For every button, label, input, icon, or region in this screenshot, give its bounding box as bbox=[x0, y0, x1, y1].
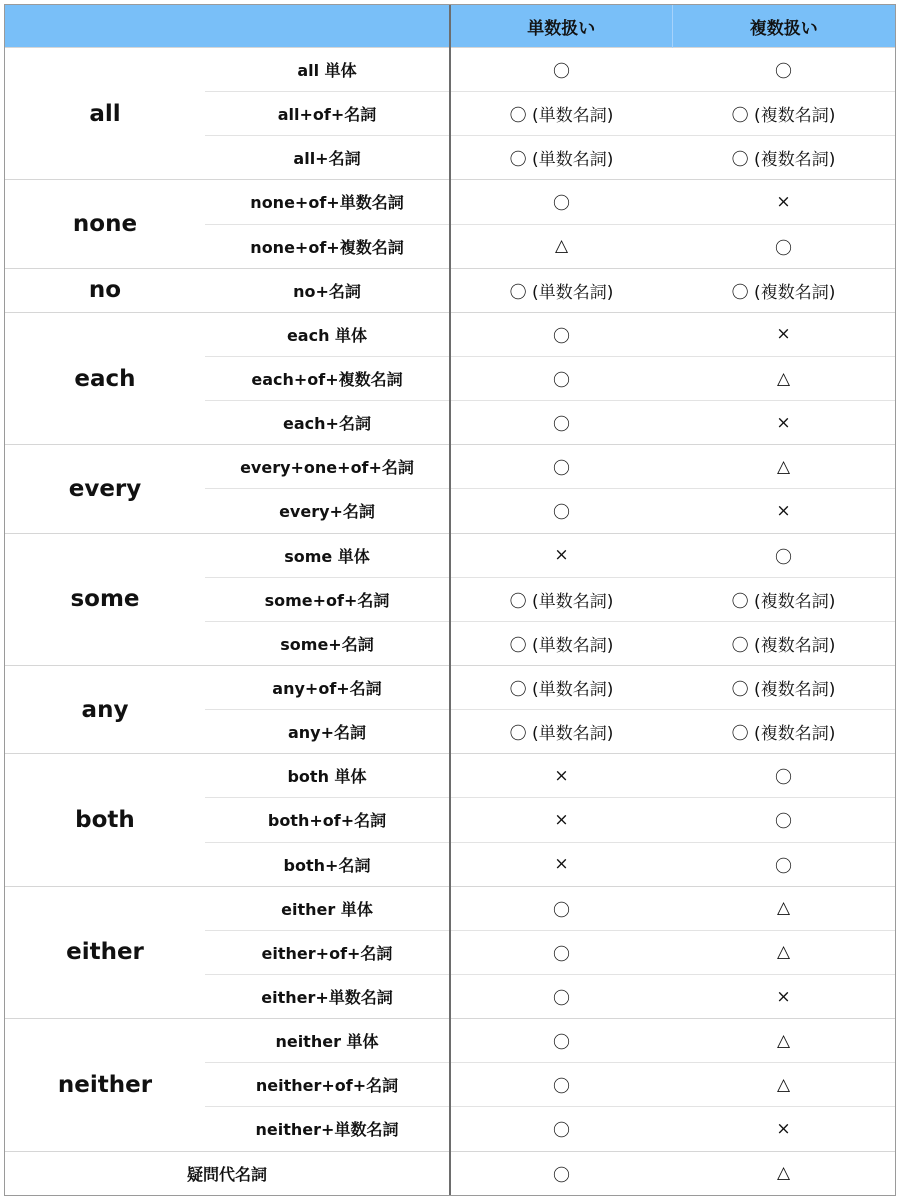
singular-usage-cell: 〇 bbox=[450, 974, 672, 1018]
usage-form: all+名詞 bbox=[205, 136, 450, 180]
plural-usage-cell: × bbox=[672, 1107, 895, 1151]
plural-usage-cell: △ bbox=[672, 1063, 895, 1107]
plural-usage-cell: 〇 (複数名詞) bbox=[672, 665, 895, 709]
usage-form: neither 単体 bbox=[205, 1019, 450, 1063]
usage-table-frame bbox=[4, 4, 896, 1196]
quantifier-word: every bbox=[5, 445, 205, 533]
singular-usage-cell: 〇 (単数名詞) bbox=[450, 136, 672, 180]
usage-form: any+名詞 bbox=[205, 710, 450, 754]
quantifier-word: no bbox=[5, 268, 205, 312]
plural-usage-cell: × bbox=[672, 401, 895, 445]
plural-usage-cell: × bbox=[672, 974, 895, 1018]
singular-usage-cell: 〇 bbox=[450, 401, 672, 445]
plural-usage-cell: △ bbox=[672, 445, 895, 489]
table-header bbox=[5, 5, 895, 48]
plural-usage-cell: 〇 bbox=[672, 224, 895, 268]
usage-form: each+of+複数名詞 bbox=[205, 356, 450, 400]
singular-usage-cell: 〇 bbox=[450, 1151, 672, 1195]
singular-usage-cell: 〇 bbox=[450, 48, 672, 92]
table-row bbox=[5, 312, 895, 356]
quantifier-word: both bbox=[5, 754, 205, 886]
header-blank-cell bbox=[5, 5, 450, 48]
plural-usage-cell: 〇 bbox=[672, 48, 895, 92]
table-row bbox=[5, 665, 895, 709]
usage-form: some 単体 bbox=[205, 533, 450, 577]
singular-usage-cell: 〇 bbox=[450, 312, 672, 356]
usage-form: each 単体 bbox=[205, 312, 450, 356]
plural-usage-cell: × bbox=[672, 312, 895, 356]
usage-form: either 単体 bbox=[205, 886, 450, 930]
table-row bbox=[5, 268, 895, 312]
usage-form: every+名詞 bbox=[205, 489, 450, 533]
singular-usage-cell: 〇 bbox=[450, 356, 672, 400]
plural-usage-cell: 〇 bbox=[672, 842, 895, 886]
singular-usage-cell: 〇 bbox=[450, 180, 672, 224]
singular-usage-cell: 〇 bbox=[450, 489, 672, 533]
usage-form: neither+of+名詞 bbox=[205, 1063, 450, 1107]
usage-form: all 単体 bbox=[205, 48, 450, 92]
table-row bbox=[5, 754, 895, 798]
plural-usage-cell: △ bbox=[672, 886, 895, 930]
singular-usage-cell: 〇 (単数名詞) bbox=[450, 268, 672, 312]
usage-form: neither+単数名詞 bbox=[205, 1107, 450, 1151]
plural-usage-cell: △ bbox=[672, 356, 895, 400]
quantifier-word: neither bbox=[5, 1019, 205, 1151]
plural-usage-cell: 〇 bbox=[672, 754, 895, 798]
table-row bbox=[5, 48, 895, 92]
usage-form: all+of+名詞 bbox=[205, 92, 450, 136]
plural-usage-cell: 〇 bbox=[672, 798, 895, 842]
plural-usage-cell: △ bbox=[672, 930, 895, 974]
usage-form: no+名詞 bbox=[205, 268, 450, 312]
plural-usage-cell: △ bbox=[672, 1151, 895, 1195]
table-row bbox=[5, 533, 895, 577]
singular-usage-cell: × bbox=[450, 754, 672, 798]
header-singular: 単数扱い bbox=[450, 5, 672, 48]
singular-usage-cell: 〇 bbox=[450, 1107, 672, 1151]
plural-usage-cell: 〇 (複数名詞) bbox=[672, 92, 895, 136]
table-row bbox=[5, 1019, 895, 1063]
singular-usage-cell: 〇 bbox=[450, 1063, 672, 1107]
table-row bbox=[5, 180, 895, 224]
quantifier-word: all bbox=[5, 48, 205, 180]
quantifier-word: either bbox=[5, 886, 205, 1018]
plural-usage-cell: 〇 (複数名詞) bbox=[672, 710, 895, 754]
singular-usage-cell: 〇 (単数名詞) bbox=[450, 665, 672, 709]
singular-usage-cell: 〇 (単数名詞) bbox=[450, 621, 672, 665]
singular-usage-cell: 〇 bbox=[450, 930, 672, 974]
plural-usage-cell: 〇 (複数名詞) bbox=[672, 621, 895, 665]
usage-form: both 単体 bbox=[205, 754, 450, 798]
table-row bbox=[5, 886, 895, 930]
usage-form: some+名詞 bbox=[205, 621, 450, 665]
usage-form: any+of+名詞 bbox=[205, 665, 450, 709]
plural-usage-cell: 〇 (複数名詞) bbox=[672, 268, 895, 312]
usage-form: either+of+名詞 bbox=[205, 930, 450, 974]
singular-plural-usage-table bbox=[5, 5, 895, 1195]
singular-usage-cell: △ bbox=[450, 224, 672, 268]
quantifier-word: each bbox=[5, 312, 205, 444]
table-row bbox=[5, 1151, 895, 1195]
table-body bbox=[5, 48, 895, 1196]
plural-usage-cell: △ bbox=[672, 1019, 895, 1063]
quantifier-word: some bbox=[5, 533, 205, 665]
usage-form: either+単数名詞 bbox=[205, 974, 450, 1018]
usage-form: each+名詞 bbox=[205, 401, 450, 445]
interrogative-pronoun-label: 疑問代名詞 bbox=[5, 1151, 450, 1195]
plural-usage-cell: 〇 (複数名詞) bbox=[672, 136, 895, 180]
singular-usage-cell: 〇 bbox=[450, 886, 672, 930]
usage-form: every+one+of+名詞 bbox=[205, 445, 450, 489]
plural-usage-cell: × bbox=[672, 489, 895, 533]
header-plural: 複数扱い bbox=[672, 5, 895, 48]
table-row bbox=[5, 445, 895, 489]
quantifier-word: none bbox=[5, 180, 205, 268]
singular-usage-cell: 〇 bbox=[450, 445, 672, 489]
plural-usage-cell: 〇 (複数名詞) bbox=[672, 577, 895, 621]
singular-usage-cell: 〇 (単数名詞) bbox=[450, 710, 672, 754]
singular-usage-cell: × bbox=[450, 533, 672, 577]
header-row bbox=[5, 5, 895, 48]
usage-form: both+名詞 bbox=[205, 842, 450, 886]
singular-usage-cell: 〇 bbox=[450, 1019, 672, 1063]
usage-form: none+of+複数名詞 bbox=[205, 224, 450, 268]
plural-usage-cell: 〇 bbox=[672, 533, 895, 577]
plural-usage-cell: × bbox=[672, 180, 895, 224]
usage-form: none+of+単数名詞 bbox=[205, 180, 450, 224]
usage-form: both+of+名詞 bbox=[205, 798, 450, 842]
quantifier-word: any bbox=[5, 665, 205, 753]
singular-usage-cell: 〇 (単数名詞) bbox=[450, 577, 672, 621]
singular-usage-cell: × bbox=[450, 798, 672, 842]
usage-form: some+of+名詞 bbox=[205, 577, 450, 621]
singular-usage-cell: 〇 (単数名詞) bbox=[450, 92, 672, 136]
singular-usage-cell: × bbox=[450, 842, 672, 886]
